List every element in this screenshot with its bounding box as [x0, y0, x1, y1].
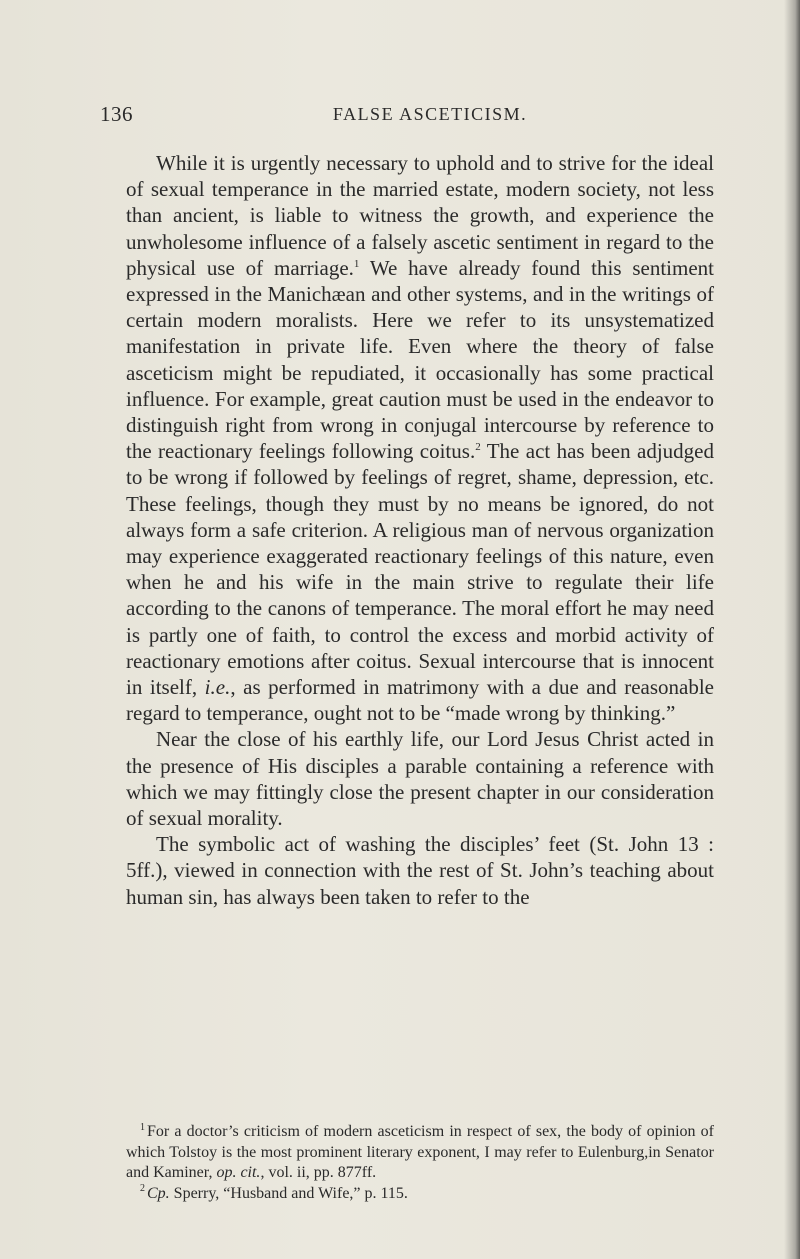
- footnotes: [126, 1122, 714, 1204]
- body-text: [126, 150, 714, 910]
- footnote-ref: 1: [353, 257, 360, 270]
- paragraph: While it is urgently necessary to uphold and to strive for the ideal of sexual temperance in the married estate, modern society, not less than ancient, is liable to witness the growth, and experience the unwholesome influence of a falsely ascetic sentiment in regard to the physical use of marriage.$^1$ We have already found this sentiment expressed in the Manichæan and other systems, and in the writings of certain modern moralists. Here we refer to its unsystematized manifestation in private life. Even where the theory of false asceticism might be repudiated, it occasionally has some practical influence. For example, great caution must be used in the endeavor to distinguish right from wrong in conjugal intercourse by reference to the reactionary feelings following coitus.$^2$ The act has been adjudged to be wrong if followed by feelings of regret, shame, depression, etc. These feelings, though they must by no means be ignored, do not always form a safe criterion. A religious man of nervous organization may experience exaggerated reactionary feelings of this nature, even when he and his wife in the main strive to regulate their life according to the canons of temperance. The moral effort he may need is partly one of faith, to control the excess and morbid activity of reactionary emotions after coitus. Sexual intercourse that is innocent in itself, i.e., as performed in matrimony with a due and reasonable regard to temperance, ought not to be “made wrong by thinking.”: [126, 151, 715, 726]
- paragraph: The symbolic act of washing the disciples’ feet (St. John 13 : 5ff.), viewed in connection with the rest of St. John’s teaching about human sin, has always been taken to refer to the: [126, 832, 714, 909]
- paragraph: Near the close of his earthly life, our Lord Jesus Christ acted in the presence of His disciples a parable containing a reference with which we may fittingly close the present chapter in our consideration of sexual morality.: [126, 727, 714, 831]
- page-header: [100, 102, 710, 132]
- footnote-mark: 2: [140, 1183, 145, 1195]
- page-number: 136: [100, 102, 133, 126]
- running-title: FALSE ASCETICISM.: [332, 104, 528, 124]
- footnote-ref: 2: [475, 441, 481, 454]
- footnote: $^2$ Cp. Sperry, “Husband and Wife,” p. 115.: [140, 1183, 408, 1202]
- page-edge-shadow: [784, 0, 800, 1259]
- footnote: $^1$ For a doctor’s criticism of modern asceticism in respect of sex, the body of opinion of which Tolstoy is the most prominent literary exponent, I may refer to Eulenburg,in Senator and Kaminer, op. cit., vol. ii, pp. 877ff.: [126, 1121, 714, 1181]
- footnote-mark: 1: [140, 1121, 145, 1133]
